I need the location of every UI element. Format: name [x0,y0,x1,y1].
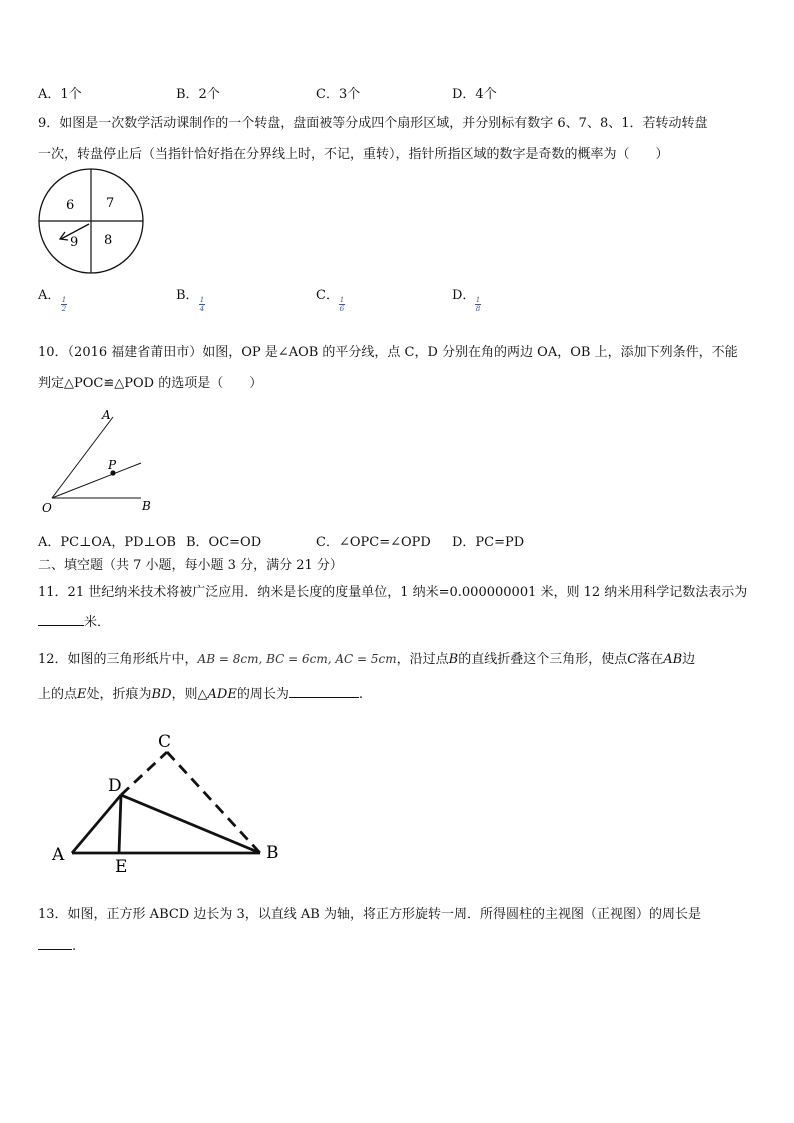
q10-option-d: D．PC=PD [452,535,525,550]
q9-option-b-fraction: 1 4 [199,296,205,313]
q12-point-c: C [627,652,638,667]
label-o: O [42,501,52,515]
q8-option-a: A．1个 [38,87,82,102]
label-d: D [108,776,122,796]
segment-de [119,795,121,853]
q10-option-a: A．PC⊥OA，PD⊥OB [38,535,176,550]
q12-text-line2 [38,686,363,704]
q12-answer-blank[interactable] [289,697,359,698]
sector-label-9: 9 [70,235,79,250]
q11-unit-text: 米． [84,615,111,630]
q11-answer-blank[interactable] [38,625,84,626]
section-heading-fill-in: 二、填空题（共 7 小题，每小题 3 分，满分 21 分） [38,558,343,573]
q13-period: . [72,939,77,954]
q9-option-a: A． [38,288,61,303]
segment-ad [72,795,121,853]
q12-text-fold: ，沿过点 [396,652,449,667]
q9-text-line2: 一次，转盘停止后（当指针恰好指在分界线上时，不记，重转），指针所指区域的数字是奇数的概率为（ ） [38,147,669,162]
label-p: P [108,458,117,472]
q12-segment-bd: BD [151,687,172,702]
segment-db [121,795,260,853]
q12-point-e: E [77,687,87,702]
q8-option-b: B．2个 [176,87,220,102]
q8-option-c: C．3个 [316,87,361,102]
q11-text-line1: 11．21 世纪纳米技术将被广泛应用．纳米是长度的度量单位，1 纳米=0.000000001 米，则 12 纳米用科学记数法表示为 [38,585,748,600]
triangle-fold-figure [46,728,296,878]
sector-label-6: 6 [66,198,75,213]
angle-figure [38,403,168,515]
q11-text-line2 [38,614,110,632]
label-e: E [115,857,128,877]
q12-text-side: 边 [682,652,696,667]
label-c: C [158,732,172,752]
q12-formula: AB = 8cm, BC = 6cm, AC = 5cm [197,652,397,666]
q9-option-d: D． [452,288,476,303]
spinner-figure [36,168,144,274]
sector-label-7: 7 [106,196,115,211]
q8-option-d: D．4个 [452,87,497,102]
q13-text-line2 [38,938,76,956]
q13-text-line1: 13．如图，正方形 ABCD 边长为 3，以直线 AB 为轴，将正方形旋转一周．所得圆柱的主视图（正视图）的周长是 [38,907,701,922]
q12-segment-ab: AB [663,652,683,667]
q13-answer-blank[interactable] [38,949,72,950]
q12-text-line1 [38,650,695,669]
q9-option-a-fraction: 1 2 [61,296,67,313]
label-a: A [102,408,111,422]
q10-option-b: B．OC=OD [186,535,262,550]
label-b: B [142,499,151,513]
q9-option-c-fraction: 1 6 [339,296,345,313]
segment-cb-dashed [167,752,260,853]
q12-point-b: B [448,652,459,667]
q9-option-d-fraction: 1 8 [475,296,481,313]
q10-text-line2: 判定△POC≌△POD 的选项是（ ） [38,376,263,391]
label-b: B [266,843,279,863]
q12-text-crease: 处，折痕为 [86,687,152,702]
label-a: A [52,845,65,865]
sector-label-8: 8 [104,233,113,248]
q12-intro: 12．如图的三角形纸片中， [38,652,198,667]
q12-period: . [358,687,363,702]
q12-triangle-ade: △ADE [197,687,237,702]
q12-text-perimeter: 的周长为 [236,687,289,702]
q12-text-line: 的直线折叠这个三角形，使点 [458,652,628,667]
segment-dc-dashed [121,752,167,795]
q10-option-c: C．∠OPC=∠OPD [316,535,431,550]
q10-text-line1: 10．（2016 福建省莆田市）如图，OP 是∠AOB 的平分线，点 C，D 分别在角的两边 OA，OB 上，添加下列条件，不能 [38,345,738,360]
q12-text-point: 上的点 [38,687,78,702]
q12-text-on: 落在 [637,652,664,667]
q9-text-line1: 9．如图是一次数学活动课制作的一个转盘，盘面被等分成四个扇形区域，并分别标有数字 6、7、8、1．若转动转盘 [38,116,708,131]
q12-text-then: ，则 [171,687,198,702]
q9-option-b: B． [176,288,199,303]
q9-option-c: C． [316,288,339,303]
